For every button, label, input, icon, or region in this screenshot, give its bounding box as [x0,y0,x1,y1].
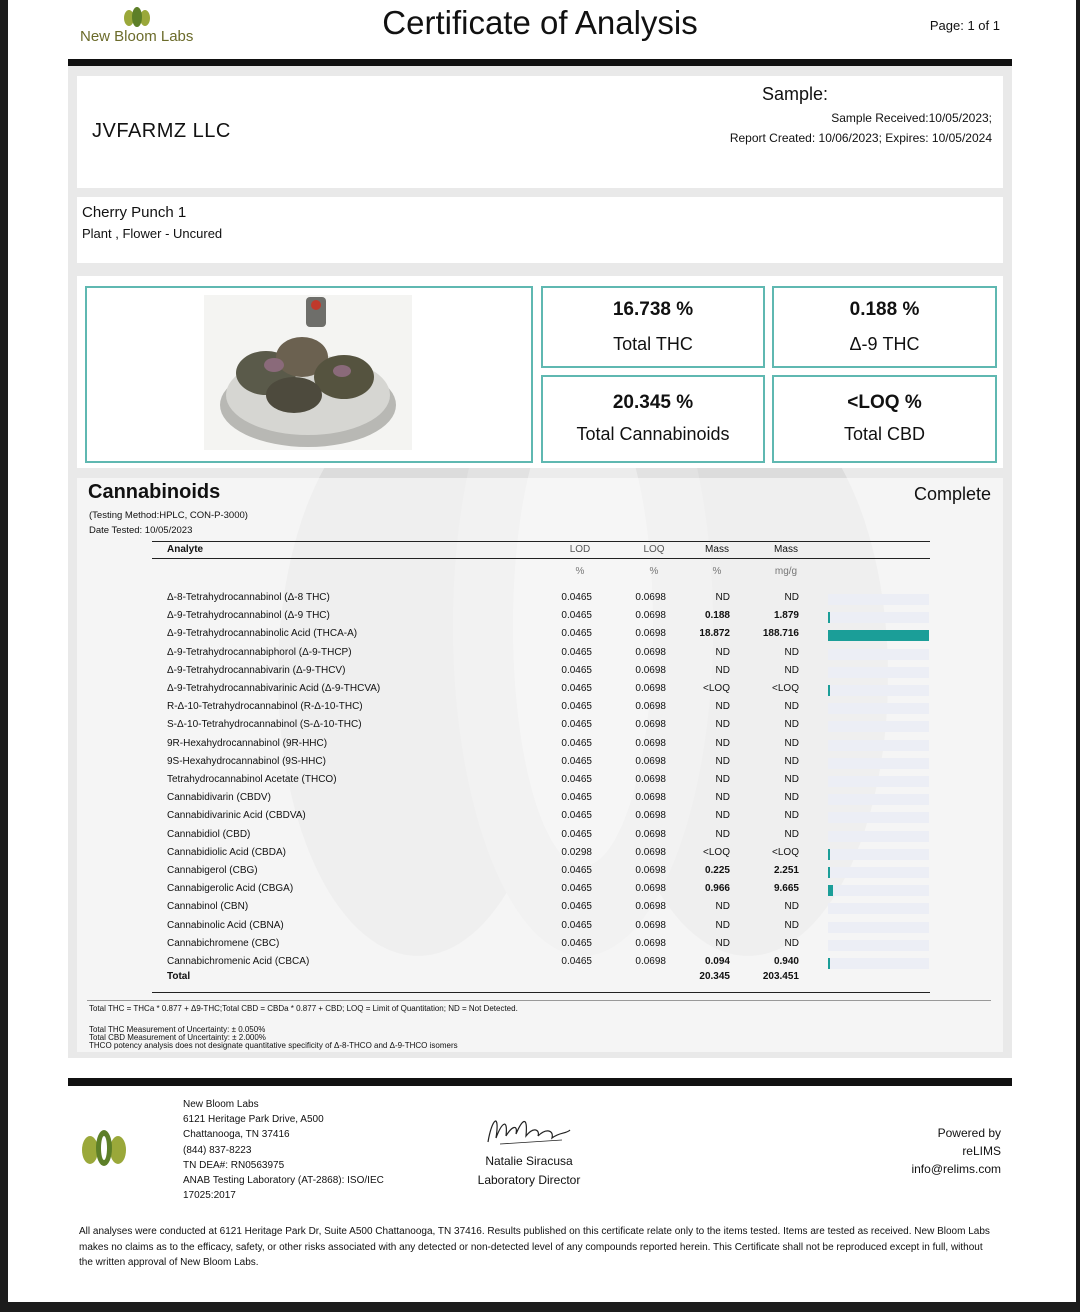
mass-bar-track [828,758,929,769]
stat-label: Total CBD [843,424,926,444]
col-header-loq: LOQ [643,544,665,555]
analyte-name: Cannabidivarinic Acid (CBDVA) [167,810,306,822]
analyte-name: Cannabichromenic Acid (CBCA) [167,956,310,967]
lod-value: 0.0465 [561,883,592,895]
stat-value: 16.738 % [612,299,694,320]
lod-value: 0.0465 [561,664,592,676]
analyte-name: Cannabigerolic Acid (CBGA) [167,883,294,895]
mass-mg-value: ND [784,919,799,931]
mass-mg-value: ND [784,719,799,731]
lod-value: 0.0465 [561,956,592,967]
analyte-name: Δ-8-Tetrahydrocannabinol (Δ-8 THC) [167,592,330,603]
footer-divider [68,1078,1012,1086]
unit-loq: % [649,566,659,577]
loq-value: 0.0698 [635,664,666,676]
report-created: Report Created: 10/06/2023; Expires: 10/05/2024 [729,131,992,145]
analyte-name: Cannabidiol (CBD) [167,828,251,840]
note-rule [87,1000,991,1001]
thco-note: THCO potency analysis does not designate quantitative specificity of Δ-8-THCO and Δ-9-THCO isomers [89,1041,458,1050]
mass-pct-value: 18.872 [699,628,730,640]
unit-mass-mg: mg/g [774,566,798,577]
sample-photo [204,295,412,450]
lod-value: 0.0465 [561,628,592,640]
lod-value: 0.0465 [561,901,592,913]
loq-value: 0.0698 [635,865,666,876]
loq-value: 0.0698 [635,901,666,913]
mass-mg-value: ND [784,792,799,804]
page-number: Page: 1 of 1 [929,18,1000,33]
mass-pct-value: 0.225 [704,865,730,876]
mass-pct-value: ND [715,592,730,603]
loq-value: 0.0698 [635,737,666,749]
mass-pct-value: <LOQ [703,846,730,858]
table-bottom-rule [152,992,930,993]
mass-pct-value: ND [715,828,730,840]
unit-lod: % [575,566,585,577]
mass-pct-value: 0.188 [704,610,730,622]
sample-dates [730,108,992,148]
mass-mg-value: 188.716 [762,628,799,640]
mass-bar-track [828,594,929,605]
mass-bar-fill [828,685,830,696]
sample-label: Sample: [761,84,828,104]
mass-mg-value: ND [784,646,799,658]
col-header-analyte: Analyte [167,544,204,555]
mass-mg-value: ND [784,592,799,603]
loq-value: 0.0698 [635,683,666,694]
mass-pct-value: <LOQ [703,683,730,694]
lod-value: 0.0465 [561,865,592,876]
header-rule [152,558,930,559]
address-line: New Bloom Labs [183,1099,259,1110]
mass-mg-value: <LOQ [772,846,799,858]
analyte-name: S-Δ-10-Tetrahydrocannabinol (S-Δ-10-THC) [167,719,362,731]
mass-bar-track [828,721,929,732]
mass-mg-value: ND [784,664,799,676]
powered-by-name: reLIMS [962,1144,1001,1158]
loq-value: 0.0698 [635,846,666,858]
mass-bar-fill [828,630,929,641]
col-header-mass-mg: Mass [774,544,798,555]
loq-value: 0.0698 [635,628,666,640]
loq-value: 0.0698 [635,719,666,731]
mass-mg-value: ND [784,737,799,749]
loq-value: 0.0698 [635,828,666,840]
analyte-name: Cannabinol (CBN) [167,901,249,913]
loq-value: 0.0698 [635,701,666,713]
address-line: (844) 837-8223 [183,1144,252,1156]
analyte-name: Cannabidivarin (CBDV) [167,792,271,804]
loq-value: 0.0698 [635,755,666,767]
mass-bar-fill [828,958,830,969]
mass-mg-value: 9.665 [773,883,799,895]
stat-value: 20.345 % [612,392,694,413]
mass-pct-value: ND [715,901,730,913]
mass-pct-value: ND [715,701,730,713]
stat-total-cbd [772,375,997,463]
mass-mg-value: ND [784,901,799,913]
mass-bar-track [828,958,929,969]
mass-bar-fill [828,849,830,860]
lod-value: 0.0465 [561,937,592,949]
stat-label: Total THC [613,334,693,354]
disclaimer: All analyses were conducted at 6121 Heritage Park Dr, Suite A500 Chattanooga, TN 37416. Results published on this certificate relate only to the items tested. Items are tested as received. New Bloom Labs makes no claims as to the efficacy, safety, or other risks associated with any detected or non-detected level of any compounds reported herein. This Certificate shall not be reproduced except in full, without the written approval of New Bloom Labs. [79,1226,990,1269]
mass-pct-value: ND [715,937,730,949]
signer-name: Natalie Siracusa [485,1154,573,1168]
loq-value: 0.0698 [635,592,666,603]
mass-pct-value: 0.966 [704,883,730,895]
signature-image [482,1108,574,1152]
mass-mg-value: 0.940 [773,956,799,967]
mass-pct-value: ND [715,719,730,731]
mass-bar-track [828,685,929,696]
status-badge: Complete [913,484,991,504]
mass-bar-track [828,649,929,660]
formula-note: Total THC = THCa * 0.877 + Δ9-THC;Total CBD = CBDa * 0.877 + CBD; LOQ = Limit of Quantitation; ND = Not Detected. [89,1004,518,1013]
analyte-name: Δ-9-Tetrahydrocannabiphorol (Δ-9-THCP) [167,646,352,658]
analyte-name: Tetrahydrocannabinol Acetate (THCO) [167,774,337,785]
mass-pct-value: ND [715,774,730,785]
table-top-rule [152,541,930,542]
mass-bar-track [828,776,929,787]
mass-mg-value: ND [784,701,799,713]
loq-value: 0.0698 [635,919,666,931]
analyte-name: Δ-9-Tetrahydrocannabinolic Acid (THCA-A) [167,628,358,640]
loq-value: 0.0698 [635,792,666,804]
total-mass-mg: 203.451 [762,971,799,982]
stat-value: 0.188 % [849,299,920,320]
lab-logo-icon [120,4,154,30]
analyte-name: Cannabichromene (CBC) [167,937,280,949]
col-header-lod: LOD [569,544,591,555]
address-line: Chattanooga, TN 37416 [183,1129,290,1141]
mass-bar-track [828,667,929,678]
mass-mg-value: ND [784,774,799,785]
mass-pct-value: ND [715,919,730,931]
loq-value: 0.0698 [635,646,666,658]
mass-mg-value: 2.251 [773,865,799,876]
support-email[interactable]: info@relims.com [911,1162,1001,1176]
lod-value: 0.0465 [561,701,592,713]
lab-logo-text: New Bloom Labs [80,28,194,45]
stat-total-thc [541,286,765,368]
mass-mg-value: ND [784,755,799,767]
mass-bar-track [828,940,929,951]
lab-address [183,1097,384,1203]
mass-pct-value: ND [715,664,730,676]
loq-value: 0.0698 [635,937,666,949]
uncertainty-thc: Total THC Measurement of Uncertainty: ± 0.050% [89,1025,266,1034]
lod-value: 0.0465 [561,719,592,731]
address-line: TN DEA#: RN0563975 [183,1159,285,1171]
mass-bar-track [828,849,929,860]
lod-value: 0.0465 [561,810,592,822]
analyte-name: Cannabidiolic Acid (CBDA) [167,846,286,858]
lod-value: 0.0465 [561,828,592,840]
lod-value: 0.0465 [561,610,592,622]
screen-edge-left [0,0,8,1312]
product-name: Cherry Punch 1 [82,204,187,221]
client-company: JVFARMZ LLC [92,120,231,142]
mass-bar-track [828,903,929,914]
mass-pct-value: ND [715,737,730,749]
date-tested: Date Tested: 10/05/2023 [89,525,193,536]
mass-bar-track [828,740,929,751]
mass-bar-track [828,812,929,823]
total-mass-pct: 20.345 [699,971,730,982]
lod-value: 0.0465 [561,592,592,603]
powered-by-label: Powered by [937,1126,1001,1140]
stat-label: Δ-9 THC [849,334,920,354]
lod-value: 0.0465 [561,792,592,804]
signer-title: Laboratory Director [477,1173,581,1187]
loq-value: 0.0698 [635,956,666,967]
mass-bar-fill [828,885,833,896]
analyte-name: Δ-9-Tetrahydrocannabinol (Δ-9 THC) [167,610,330,622]
mass-bar-fill [828,867,830,878]
testing-method: (Testing Method:HPLC, CON-P-3000) [89,510,248,521]
analyte-name: R-Δ-10-Tetrahydrocannabinol (R-Δ-10-THC) [167,701,363,713]
mass-bar-track [828,630,929,641]
analyte-name: Δ-9-Tetrahydrocannabivarin (Δ-9-THCV) [167,664,346,676]
mass-bar-track [828,922,929,933]
uncertainty-cbd: Total CBD Measurement of Uncertainty: ± 2.000% [89,1033,266,1042]
mass-pct-value: ND [715,792,730,804]
analyte-name: Cannabigerol (CBG) [167,865,258,876]
analyte-name: 9R-Hexahydrocannabinol (9R-HHC) [167,737,328,749]
mass-bar-track [828,885,929,896]
stat-delta9-thc [772,286,997,368]
mass-bar-track [828,794,929,805]
col-header-mass-pct: Mass [705,544,729,555]
lod-value: 0.0465 [561,683,592,694]
loq-value: 0.0698 [635,774,666,785]
address-line: ANAB Testing Laboratory (AT-2868): ISO/IEC [183,1175,384,1187]
signer-block [474,1152,584,1190]
mass-bar-track [828,703,929,714]
powered-by-block [911,1124,1001,1178]
analyte-name: Cannabinolic Acid (CBNA) [167,919,284,931]
analyte-name: 9S-Hexahydrocannabinol (9S-HHC) [167,755,326,767]
mass-pct-value: ND [715,646,730,658]
unit-mass-pct: % [712,566,722,577]
loq-value: 0.0698 [635,810,666,822]
mass-mg-value: ND [784,828,799,840]
mass-bar-track [828,867,929,878]
mass-pct-value: ND [715,810,730,822]
mass-bar-fill [828,612,830,623]
mass-pct-value: 0.094 [704,956,730,967]
footer-logo-icon [78,1126,130,1170]
stat-total-cannabinoids [541,375,765,463]
loq-value: 0.0698 [635,610,666,622]
mass-bar-track [828,612,929,623]
lod-value: 0.0465 [561,919,592,931]
screen-edge-right [1076,0,1080,1312]
lod-value: 0.0465 [561,646,592,658]
section-heading: Cannabinoids [88,481,221,503]
screen-edge-bottom [0,1302,1080,1312]
mass-mg-value: ND [784,810,799,822]
loq-value: 0.0698 [635,883,666,895]
mass-mg-value: ND [784,937,799,949]
page-title: Certificate of Analysis [382,4,698,41]
lod-value: 0.0298 [561,846,592,858]
sample-received: Sample Received:10/05/2023; [831,111,992,125]
lod-value: 0.0465 [561,755,592,767]
mass-mg-value: <LOQ [772,683,799,694]
mass-mg-value: 1.879 [773,610,799,622]
stat-label: Total Cannabinoids [576,424,730,444]
address-line: 17025:2017 [183,1190,236,1202]
mass-bar-track [828,831,929,842]
total-label: Total [167,971,191,982]
analyte-name: Δ-9-Tetrahydrocannabivarinic Acid (Δ-9-THCVA) [167,683,381,694]
product-type: Plant , Flower - Uncured [82,226,223,241]
lod-value: 0.0465 [561,737,592,749]
address-line: 6121 Heritage Park Drive, A500 [183,1114,324,1126]
stat-value: <LOQ % [847,392,922,413]
mass-pct-value: ND [715,755,730,767]
lod-value: 0.0465 [561,774,592,785]
